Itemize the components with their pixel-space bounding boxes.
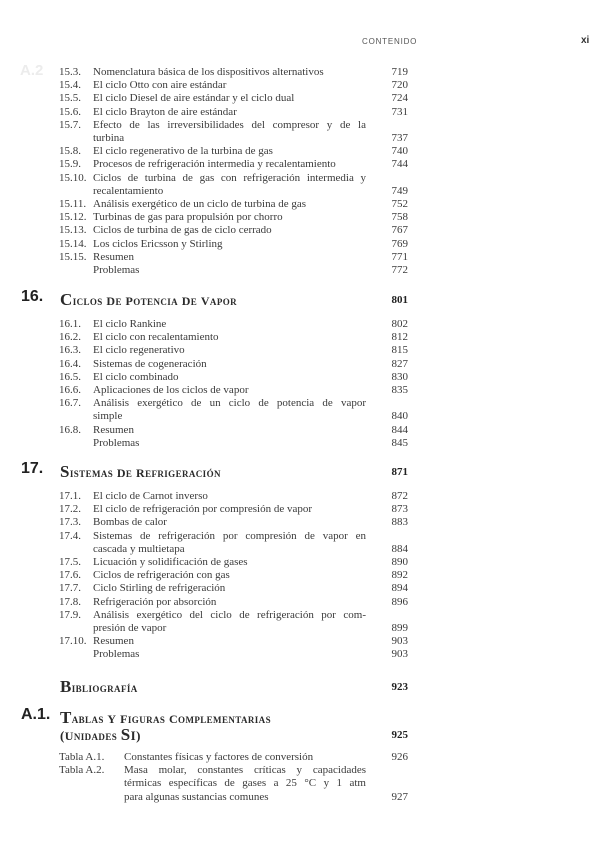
entry-page: 896 — [391, 595, 408, 608]
entry-page: 927 — [391, 790, 408, 803]
entry-page: 724 — [391, 92, 408, 105]
page-number: xi — [581, 35, 590, 46]
entry-number: 16.2. — [59, 331, 81, 344]
entry-page: 758 — [391, 211, 408, 224]
entry-page: 769 — [391, 237, 408, 250]
toc-entry[interactable] — [0, 751, 600, 765]
entry-title: Bombas de calor — [93, 516, 167, 529]
entry-page: 872 — [391, 490, 408, 502]
entry-page: 840 — [391, 410, 408, 423]
entry-number: 15.13. — [59, 224, 87, 237]
entry-number: 17.2. — [59, 503, 81, 516]
toc-entry[interactable] — [0, 397, 600, 411]
toc-entry[interactable] — [0, 490, 600, 504]
entry-title: para algunas sustancias comunes — [124, 790, 269, 803]
toc-entry[interactable] — [0, 569, 600, 583]
entry-title: cascada y multietapa — [93, 542, 185, 555]
toc-entry[interactable] — [0, 530, 600, 544]
toc-entry[interactable] — [0, 211, 600, 225]
entry-page: 767 — [391, 224, 408, 237]
entry-title: Aplicaciones de los ciclos de vapor — [93, 384, 249, 396]
entry-title: El ciclo de refrigeración por compresión de vapor — [93, 503, 312, 516]
entry-title: térmicas específicas de gases a 25 °C y 1 atm — [124, 777, 366, 790]
entry-title: El ciclo regenerativo de la turbina de gas — [93, 145, 273, 158]
toc-entry[interactable] — [0, 198, 600, 212]
entry-number: 15.11. — [59, 198, 87, 210]
toc-entry[interactable] — [0, 764, 600, 778]
entry-number: 16.4. — [59, 357, 81, 370]
toc-entry[interactable] — [0, 609, 600, 623]
entry-page: 873 — [391, 503, 408, 516]
toc-entry[interactable] — [0, 622, 600, 636]
toc-entry[interactable] — [0, 119, 600, 133]
toc-entry[interactable] — [0, 92, 600, 106]
chapter-number: 16. — [21, 288, 44, 305]
entry-page: 731 — [391, 105, 408, 118]
toc-entry[interactable] — [0, 79, 600, 93]
toc-entry[interactable] — [0, 145, 600, 159]
entry-number: 17.3. — [59, 516, 81, 529]
entry-title: Resumen — [93, 635, 134, 648]
entry-title: Efecto de las irreversibilidades del compresor y de la — [93, 118, 366, 131]
toc-entry[interactable] — [0, 185, 600, 199]
entry-title: recalentamiento — [93, 184, 164, 197]
entry-page: 720 — [391, 79, 408, 92]
chapter-title: Tablas y figuras complementarias — [60, 708, 271, 727]
entry-number: 16.8. — [59, 423, 81, 436]
entry-title: El ciclo con recalentamiento — [93, 331, 219, 344]
entry-page: 835 — [391, 384, 408, 396]
toc-entry[interactable] — [0, 791, 600, 805]
entry-page: 752 — [391, 198, 408, 210]
toc-entry[interactable] — [0, 635, 600, 649]
entry-number: 17.5. — [59, 556, 81, 568]
toc-entry[interactable] — [0, 582, 600, 596]
toc-entry[interactable] — [0, 543, 600, 557]
chapter-title: Sistemas de refrigeración — [60, 462, 221, 481]
entry-title: Problemas — [93, 264, 140, 276]
toc-entry[interactable] — [0, 238, 600, 252]
toc-entry[interactable] — [0, 331, 600, 345]
entry-number: 15.5. — [59, 92, 81, 105]
entry-title: turbina — [93, 132, 125, 144]
entry-title: El ciclo Otto con aire estándar — [93, 79, 227, 92]
entry-number: 15.14. — [59, 237, 87, 250]
toc-entry[interactable] — [0, 66, 600, 80]
running-header-title: CONTENIDO — [362, 37, 418, 46]
entry-title: Análisis exergético de un ciclo de turbina de gas — [93, 198, 307, 210]
toc-entry[interactable] — [0, 516, 600, 530]
toc-entry[interactable] — [0, 424, 600, 438]
toc-entry[interactable] — [0, 777, 600, 791]
entry-title: Análisis exergético del ciclo de refrigeración por com- — [93, 608, 366, 621]
entry-page: 812 — [391, 331, 408, 344]
entry-title: Sistemas de cogeneración — [93, 357, 207, 370]
entry-title: Procesos de refrigeración intermedia y recalentamiento — [93, 158, 336, 171]
entry-page: 890 — [391, 556, 408, 568]
entry-title: Constantes físicas y factores de conversión — [124, 751, 314, 763]
entry-page: 737 — [391, 132, 408, 144]
entry-number: 16.1. — [59, 318, 81, 330]
entry-title: Licuación y solidificación de gases — [93, 556, 248, 568]
entry-page: 749 — [391, 184, 408, 197]
toc-entry[interactable] — [0, 503, 600, 517]
entry-title: El ciclo de Carnot inverso — [93, 490, 208, 502]
entry-title: Ciclo Stirling de refrigeración — [93, 582, 226, 595]
entry-title: Los ciclos Ericsson y Stirling — [93, 237, 223, 250]
chapter-page: 801 — [391, 294, 408, 306]
entry-page: 903 — [391, 635, 408, 648]
entry-page: 744 — [391, 158, 408, 171]
entry-number: 16.3. — [59, 344, 81, 357]
entry-title: Problemas — [93, 436, 140, 449]
entry-page: 845 — [391, 436, 408, 449]
entry-page: 892 — [391, 569, 408, 582]
entry-number: 17.10. — [59, 635, 87, 648]
entry-title: Nomenclatura básica de los dispositivos alternativos — [93, 66, 324, 78]
toc-entry[interactable] — [0, 556, 600, 570]
entry-page: 771 — [391, 250, 408, 263]
entry-title: Ciclos de refrigeración con gas — [93, 569, 230, 582]
entry-title: El ciclo combinado — [93, 370, 179, 383]
entry-title: Masa molar, constantes críticas y capacidades — [124, 764, 366, 777]
entry-page: 740 — [391, 145, 408, 158]
entry-page: 884 — [391, 542, 408, 555]
toc-entry[interactable] — [0, 410, 600, 424]
entry-title: Refrigeración por absorción — [93, 595, 217, 608]
toc-entry[interactable] — [0, 172, 600, 186]
chapter-number: A.1. — [21, 706, 51, 723]
entry-title: presión de vapor — [93, 622, 167, 634]
entry-page: 802 — [391, 318, 408, 330]
toc-entry[interactable] — [0, 132, 600, 146]
entry-number: 17.9. — [59, 608, 81, 621]
entry-page: 883 — [391, 516, 408, 529]
entry-number: 15.8. — [59, 145, 81, 158]
appendix-title-line2: (unidades SI) — [60, 725, 141, 744]
entry-title: Problemas — [93, 648, 140, 661]
toc-entry[interactable] — [0, 437, 600, 451]
entry-page: 815 — [391, 344, 408, 357]
entry-title: simple — [93, 410, 123, 423]
entry-number: 17.7. — [59, 582, 81, 595]
entry-title: El ciclo regenerativo — [93, 344, 185, 357]
entry-number: 15.15. — [59, 250, 87, 263]
entry-page: 830 — [391, 370, 408, 383]
entry-number: 15.10. — [59, 171, 87, 184]
entry-page: 827 — [391, 357, 408, 370]
entry-number: 15.3. — [59, 66, 81, 78]
entry-page: 894 — [391, 582, 408, 595]
chapter-page: 923 — [391, 681, 408, 693]
entry-title: Turbinas de gas para propulsión por chorro — [93, 211, 283, 224]
entry-title: Ciclos de turbina de gas de ciclo cerrado — [93, 224, 272, 237]
toc-entry[interactable] — [0, 371, 600, 385]
toc-entry[interactable] — [0, 318, 600, 332]
entry-title: El ciclo Rankine — [93, 318, 167, 330]
entry-page: 719 — [391, 66, 408, 78]
toc-entry[interactable] — [0, 158, 600, 172]
entry-number: 17.4. — [59, 529, 81, 542]
entry-title: Resumen — [93, 423, 134, 436]
toc-entry[interactable] — [0, 344, 600, 358]
toc-entry[interactable] — [0, 384, 600, 398]
entry-number: 16.7. — [59, 397, 81, 410]
margin-ghost-text: A.2 — [20, 62, 44, 79]
entry-number: 17.1. — [59, 490, 81, 502]
toc-entry[interactable] — [0, 358, 600, 372]
entry-page: 772 — [391, 264, 408, 276]
entry-title: Análisis exergético de un ciclo de potencia de vapor — [93, 397, 366, 410]
entry-page: 899 — [391, 622, 408, 634]
entry-title: El ciclo Brayton de aire estándar — [93, 105, 237, 118]
entry-title: Resumen — [93, 250, 134, 263]
toc-entry[interactable] — [0, 224, 600, 238]
entry-number: 15.6. — [59, 105, 81, 118]
entry-number: 16.6. — [59, 384, 81, 396]
entry-number: 15.7. — [59, 118, 81, 131]
entry-number: 17.6. — [59, 569, 81, 582]
entry-page: 926 — [391, 751, 408, 763]
entry-number: 15.12. — [59, 211, 87, 224]
toc-entry[interactable] — [0, 251, 600, 265]
entry-number: 15.4. — [59, 79, 81, 92]
entry-title: Ciclos de turbina de gas con refrigeración intermedia y — [93, 171, 366, 184]
entry-number: Tabla A.1. — [59, 751, 105, 763]
entry-title: El ciclo Diesel de aire estándar y el ciclo dual — [93, 92, 295, 105]
chapter-number: 17. — [21, 460, 44, 477]
entry-number: Tabla A.2. — [59, 764, 105, 777]
entry-title: Sistemas de refrigeración por compresión de vapor en — [93, 529, 366, 542]
toc-entry[interactable] — [0, 106, 600, 120]
chapter-title: Bibliografía — [60, 677, 138, 696]
toc-entry[interactable] — [0, 264, 600, 278]
chapter-page: 871 — [391, 466, 408, 478]
entry-page: 844 — [391, 423, 408, 436]
entry-number: 16.5. — [59, 370, 81, 383]
chapter-title: Ciclos de potencia de vapor — [60, 290, 238, 309]
toc-entry[interactable] — [0, 648, 600, 662]
appendix-page: 925 — [391, 729, 408, 741]
entry-page: 903 — [391, 648, 408, 661]
entry-number: 15.9. — [59, 158, 81, 171]
entry-number: 17.8. — [59, 595, 81, 608]
toc-entry[interactable] — [0, 596, 600, 610]
